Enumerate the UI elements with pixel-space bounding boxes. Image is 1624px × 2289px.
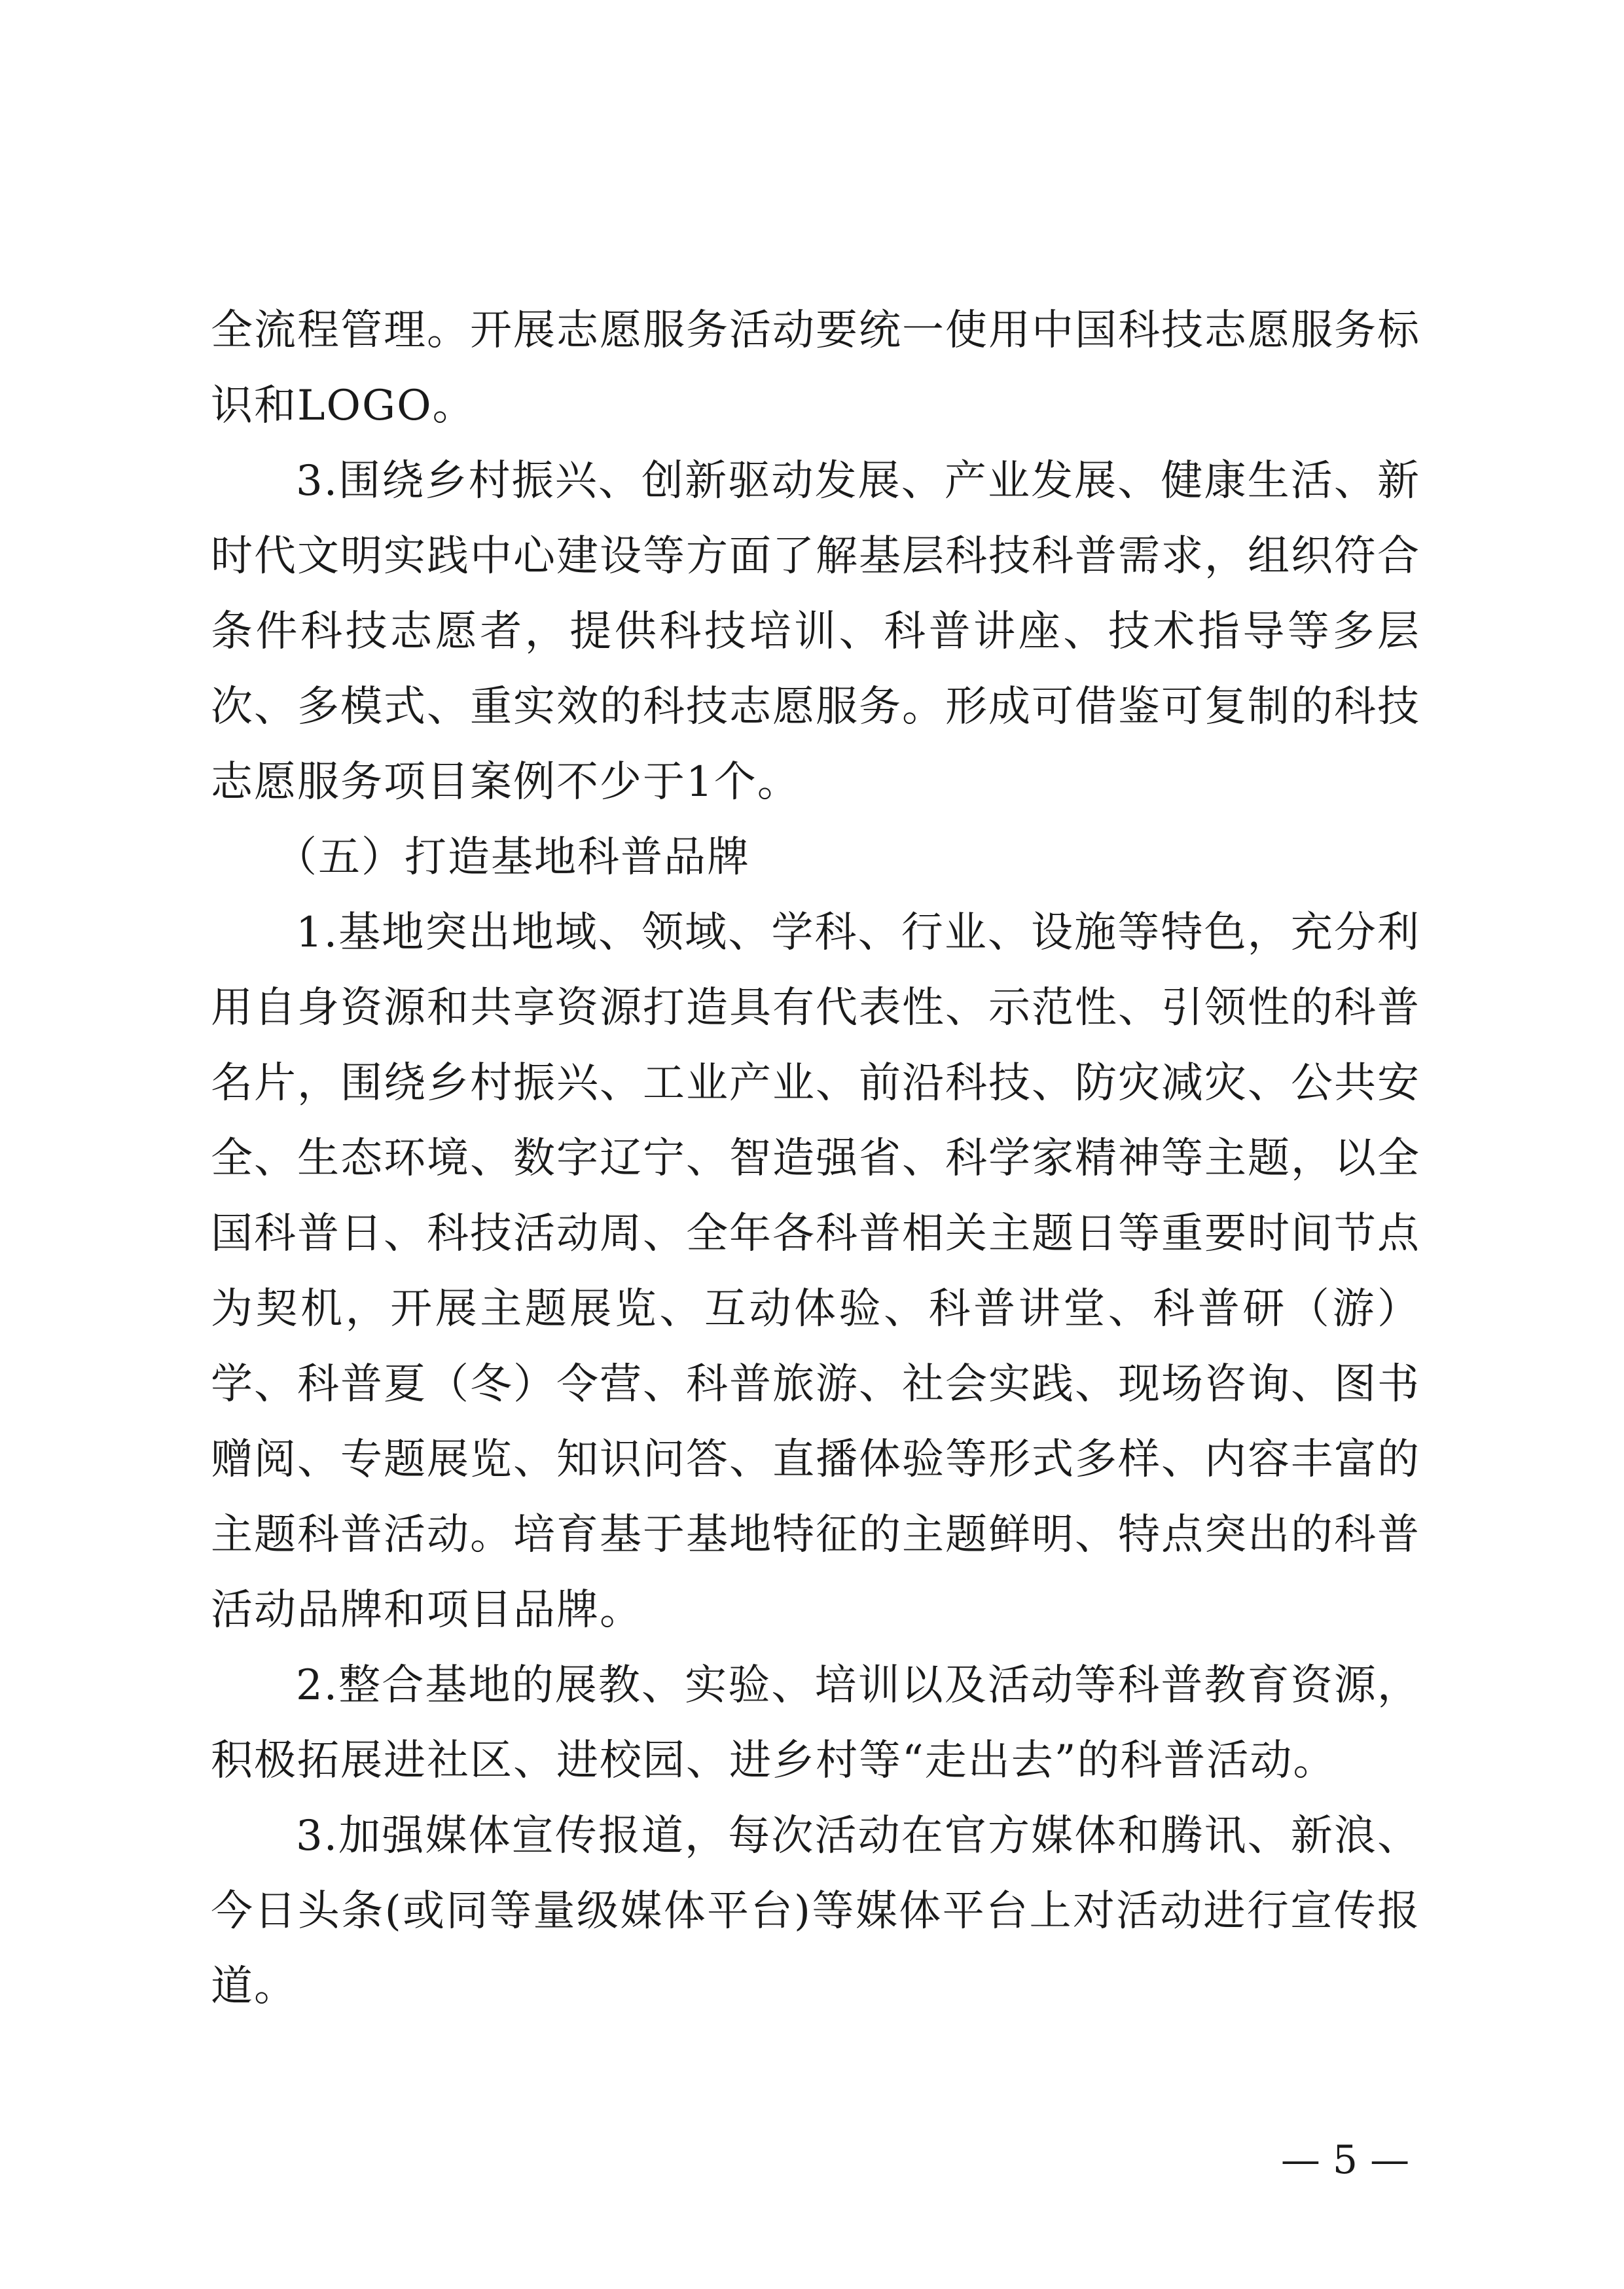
document-body <box>211 293 1420 2025</box>
paragraph-item-2-resource-integration: 2.整合基地的展教、实验、培训以及活动等科普教育资源，积极拓展进社区、进校园、进乡村等“走出去”的科普活动。 <box>211 1661 1420 1785</box>
paragraph-continuation: 全流程管理。开展志愿服务活动要统一使用中国科技志愿服务标识和LOGO。 <box>211 306 1420 430</box>
section-heading-five: （五）打造基地科普品牌 <box>275 833 750 882</box>
page-number: — 5 — <box>1280 2137 1410 2183</box>
paragraph-item-3-media-promotion: 3.加强媒体宣传报道，每次活动在官方媒体和腾讯、新浪、今日头条(或同等量级媒体平台)等媒体平台上对活动进行宣传报道。 <box>211 1812 1420 2011</box>
paragraph-item-3-volunteer-service: 3.围绕乡村振兴、创新驱动发展、产业发展、健康生活、新时代文明实践中心建设等方面了解基层科技科普需求，组织符合条件科技志愿者，提供科技培训、科普讲座、技术指导等多层次、多模式、重实效的科技志愿服务。形成可借鉴可复制的科技志愿服务项目案例不少于1个。 <box>211 457 1420 806</box>
paragraph-item-1-brand-building: 1.基地突出地域、领域、学科、行业、设施等特色，充分利用自身资源和共享资源打造具有代表性、示范性、引领性的科普名片，围绕乡村振兴、工业产业、前沿科技、防灾减灾、公共安全、生态环境、数字辽宁、智造强省、科学家精神等主题，以全国科普日、科技活动周、全年各科普相关主题日等重要时间节点为契机，开展主题展览、互动体验、科普讲堂、科普研（游）学、科普夏（冬）令营、科普旅游、社会实践、现场咨询、图书赠阅、专题展览、知识问答、直播体验等形式多样、内容丰富的主题科普活动。培育基于基地特征的主题鲜明、特点突出的科普活动品牌和项目品牌。 <box>211 909 1420 1634</box>
